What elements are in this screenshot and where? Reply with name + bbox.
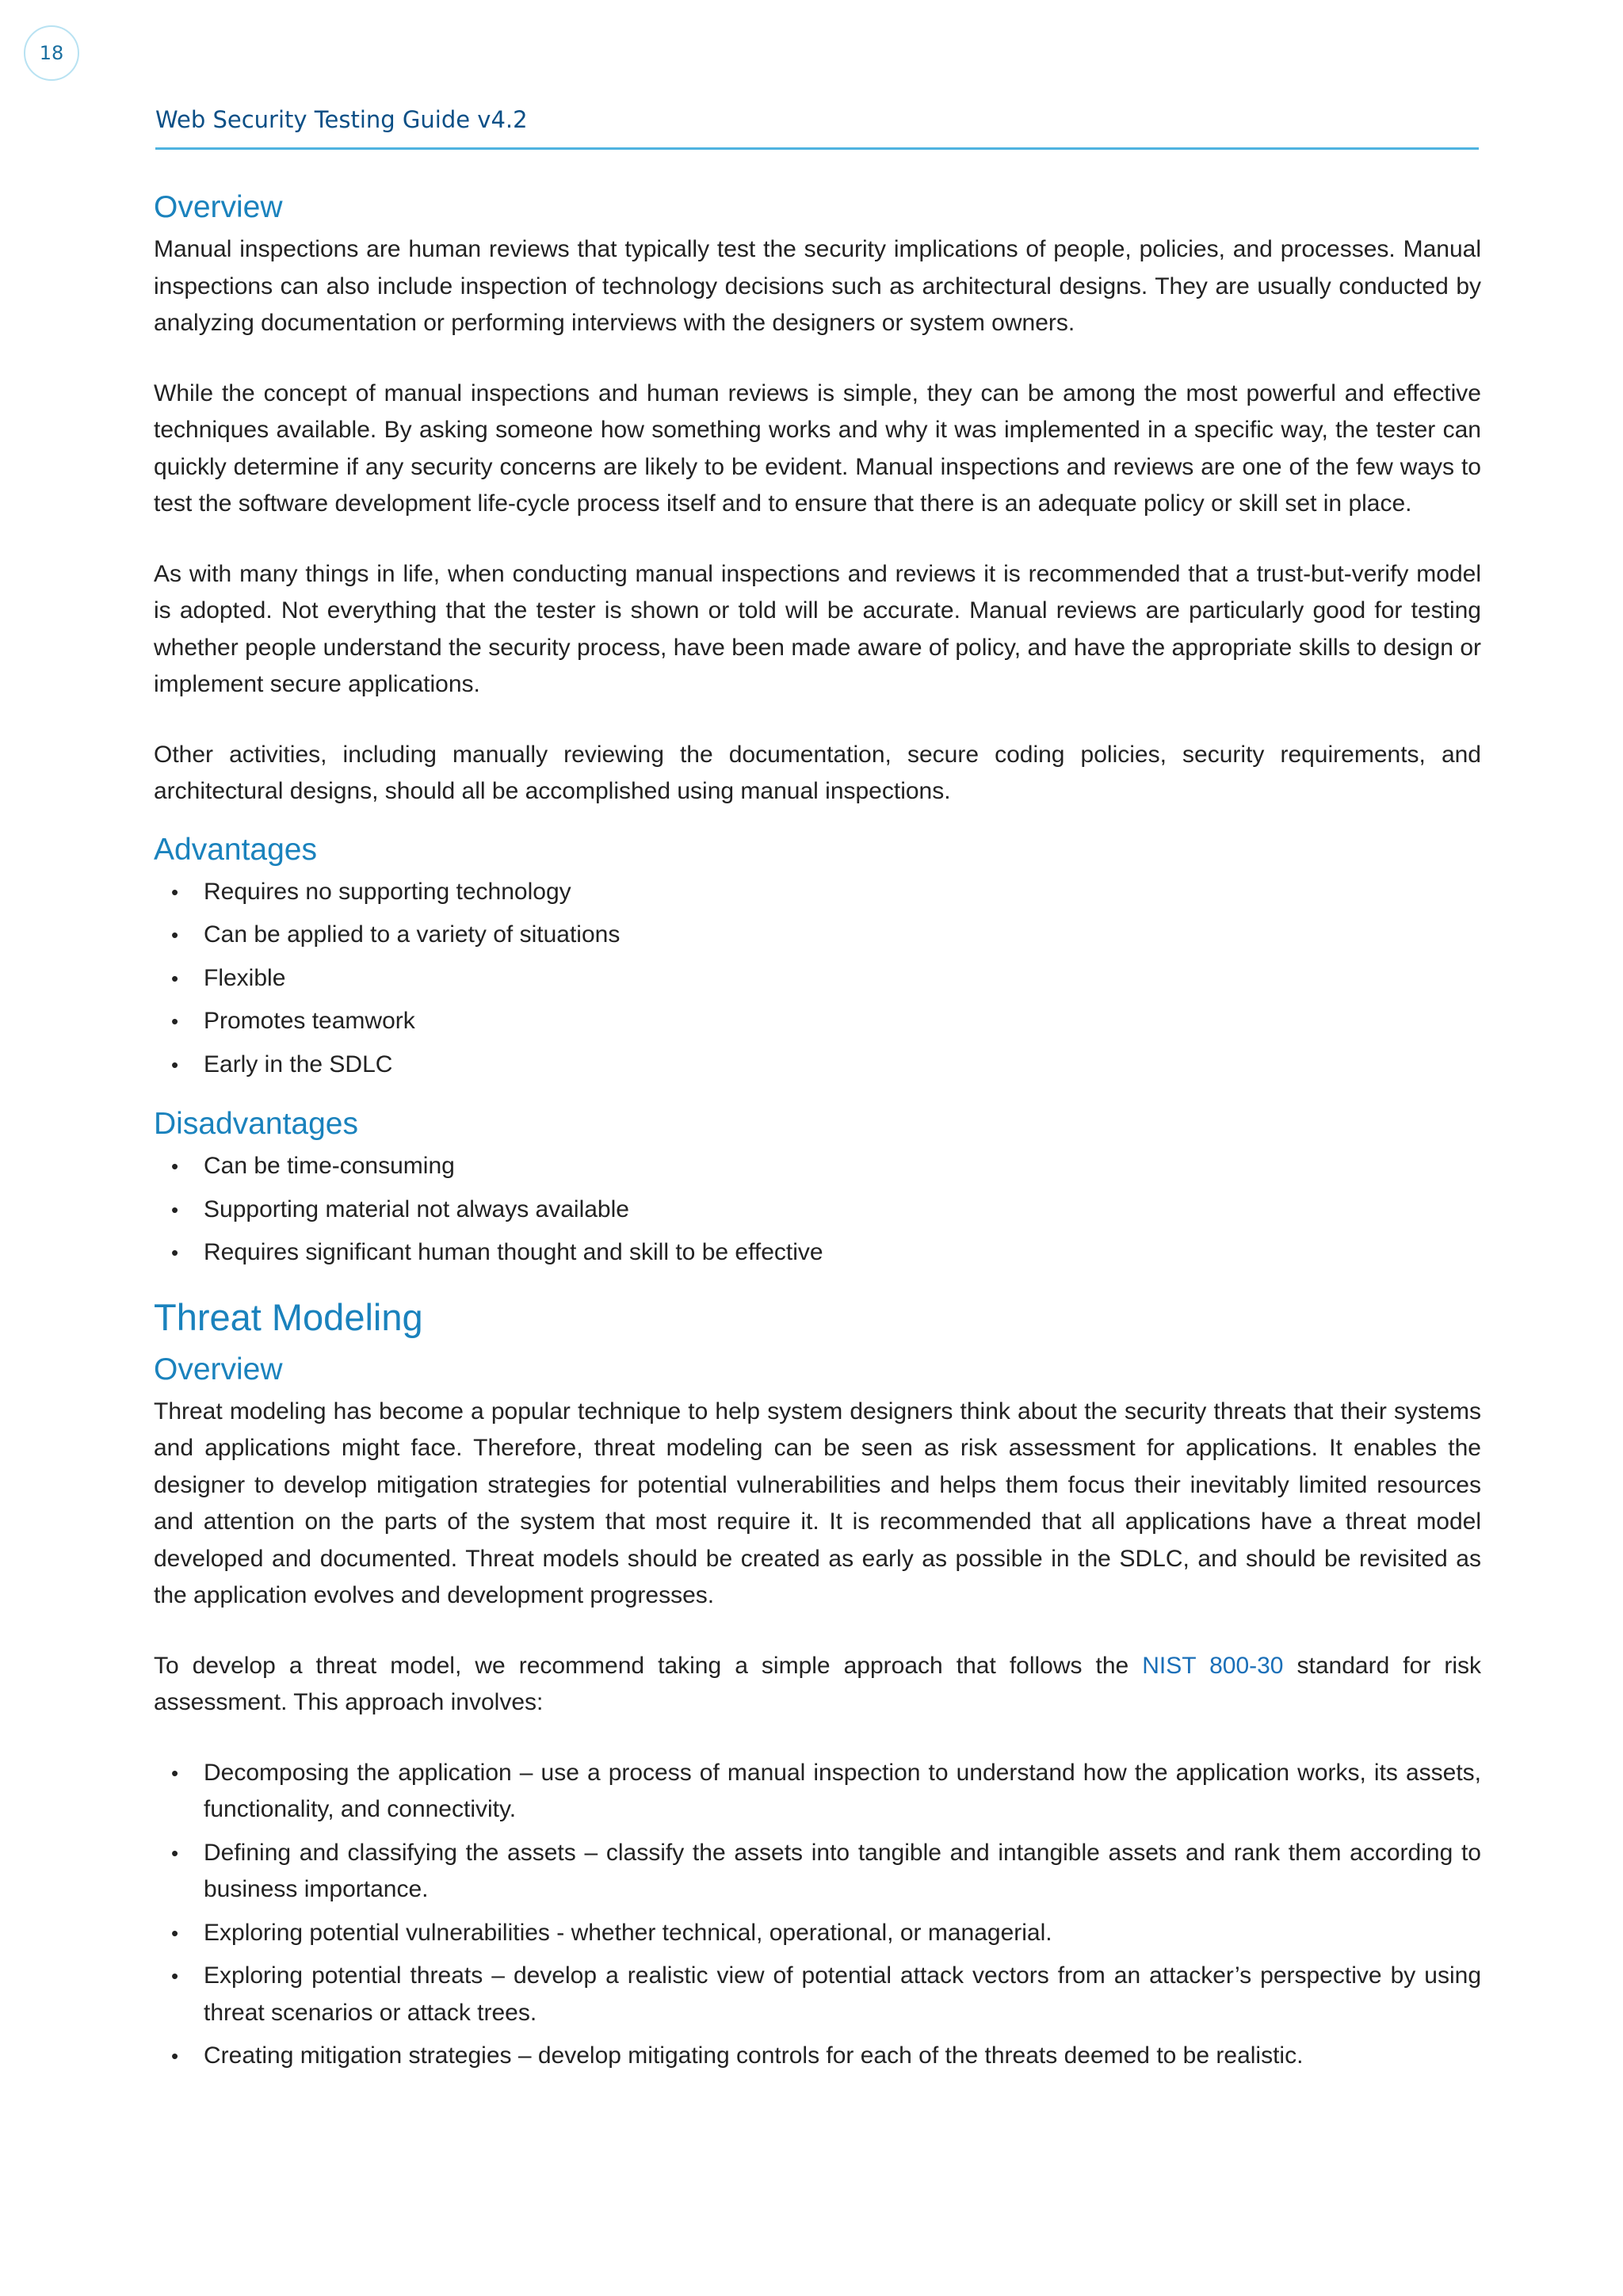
list-item: • Requires no supporting technology (154, 874, 1481, 911)
overview-paragraph-1: Manual inspections are human reviews that typically test the security implications of people, policies, and processes. Manual inspections can also include inspection of technology decisions such as architectural designs. They are usually conducted by analyzing documentation or performing interviews with the designers or system owners. (154, 236, 1481, 336)
list-item: • Flexible (154, 960, 1481, 997)
threat-paragraph-1: Threat modeling has become a popular technique to help system designers think about the security threats that their systems and applications might face. Therefore, threat modeling can be seen as risk assessment for applications. It enables the designer to develop mitigation strategies for potential vulnerabilities and helps them focus their inevitably limited resources and attention on the parts of the system that most require it. It is recommended that all applications have a threat model developed and documented. Threat models should be created as early as possible in the SDLC, and should be revisited as the application evolves and development progresses. (154, 1398, 1481, 1608)
threat-overview-heading: Overview (154, 1352, 283, 1386)
list-item: • Exploring potential threats – develop a realistic view of potential attack vectors from an attacker’s perspective by using threat scenarios or attack trees. (154, 1958, 1481, 2031)
running-head: Web Security Testing Guide v4.2 (155, 106, 528, 133)
list-item: • Early in the SDLC (154, 1047, 1481, 1084)
threat-modeling-title: Threat Modeling (154, 1295, 423, 1338)
paragraph-text: standard for risk assessment. This approach involves: (154, 1652, 1481, 1715)
overview-heading: Overview (154, 190, 283, 224)
list-item: • Exploring potential vulnerabilities - whether technical, operational, or managerial. (154, 1915, 1481, 1952)
list-item: • Supporting material not always available (154, 1192, 1481, 1229)
page-number: 18 (39, 42, 64, 64)
list-item: • Requires significant human thought and skill to be effective (154, 1234, 1481, 1272)
paragraph-text: To develop a threat model, we recommend taking a simple approach that follows the (154, 1652, 1143, 1679)
disadvantages-heading: Disadvantages (154, 1107, 358, 1141)
threat-paragraph-2 (154, 1648, 1481, 1722)
list-item: • Creating mitigation strategies – develop mitigating controls for each of the threats deemed to be realistic. (154, 2038, 1481, 2075)
overview-paragraph-4: Other activities, including manually reviewing the documentation, secure coding policies, security requirements, and architectural designs, should all be accomplished using manual inspections. (154, 741, 1481, 804)
advantages-list (154, 874, 1481, 1084)
list-item: • Decomposing the application – use a process of manual inspection to understand how the application works, its assets, functionality, and connectivity. (154, 1755, 1481, 1829)
header-divider (155, 147, 1479, 150)
overview-paragraph-3: As with many things in life, when conducting manual inspections and reviews it is recommended that a trust-but-verify model is adopted. Not everything that the tester is shown or told will be accurate. Manual reviews are particularly good for testing whether people understand the security process, have been made aware of policy, and have the appropriate skills to design or implement secure applications. (154, 560, 1481, 697)
list-item: • Promotes teamwork (154, 1003, 1481, 1040)
nist-800-30-link[interactable]: NIST 800-30 (1142, 1652, 1284, 1679)
threat-steps-list (154, 1755, 1481, 2075)
page-number-badge (24, 25, 79, 81)
list-item: • Can be applied to a variety of situations (154, 917, 1481, 954)
list-item: • Defining and classifying the assets – classify the assets into tangible and intangible assets and rank them according to business importance. (154, 1835, 1481, 1909)
disadvantages-list (154, 1148, 1481, 1272)
list-item: • Can be time-consuming (154, 1148, 1481, 1185)
advantages-heading: Advantages (154, 832, 317, 867)
overview-paragraph-2: While the concept of manual inspections and human reviews is simple, they can be among the most powerful and effective techniques available. By asking someone how something works and why it was implemented in a specific way, the tester can quickly determine if any security concerns are likely to be evident. Manual inspections and reviews are one of the few ways to test the software development life-cycle process itself and to ensure that there is an adequate policy or skill set in place. (154, 379, 1481, 517)
page-content (154, 184, 1481, 2092)
